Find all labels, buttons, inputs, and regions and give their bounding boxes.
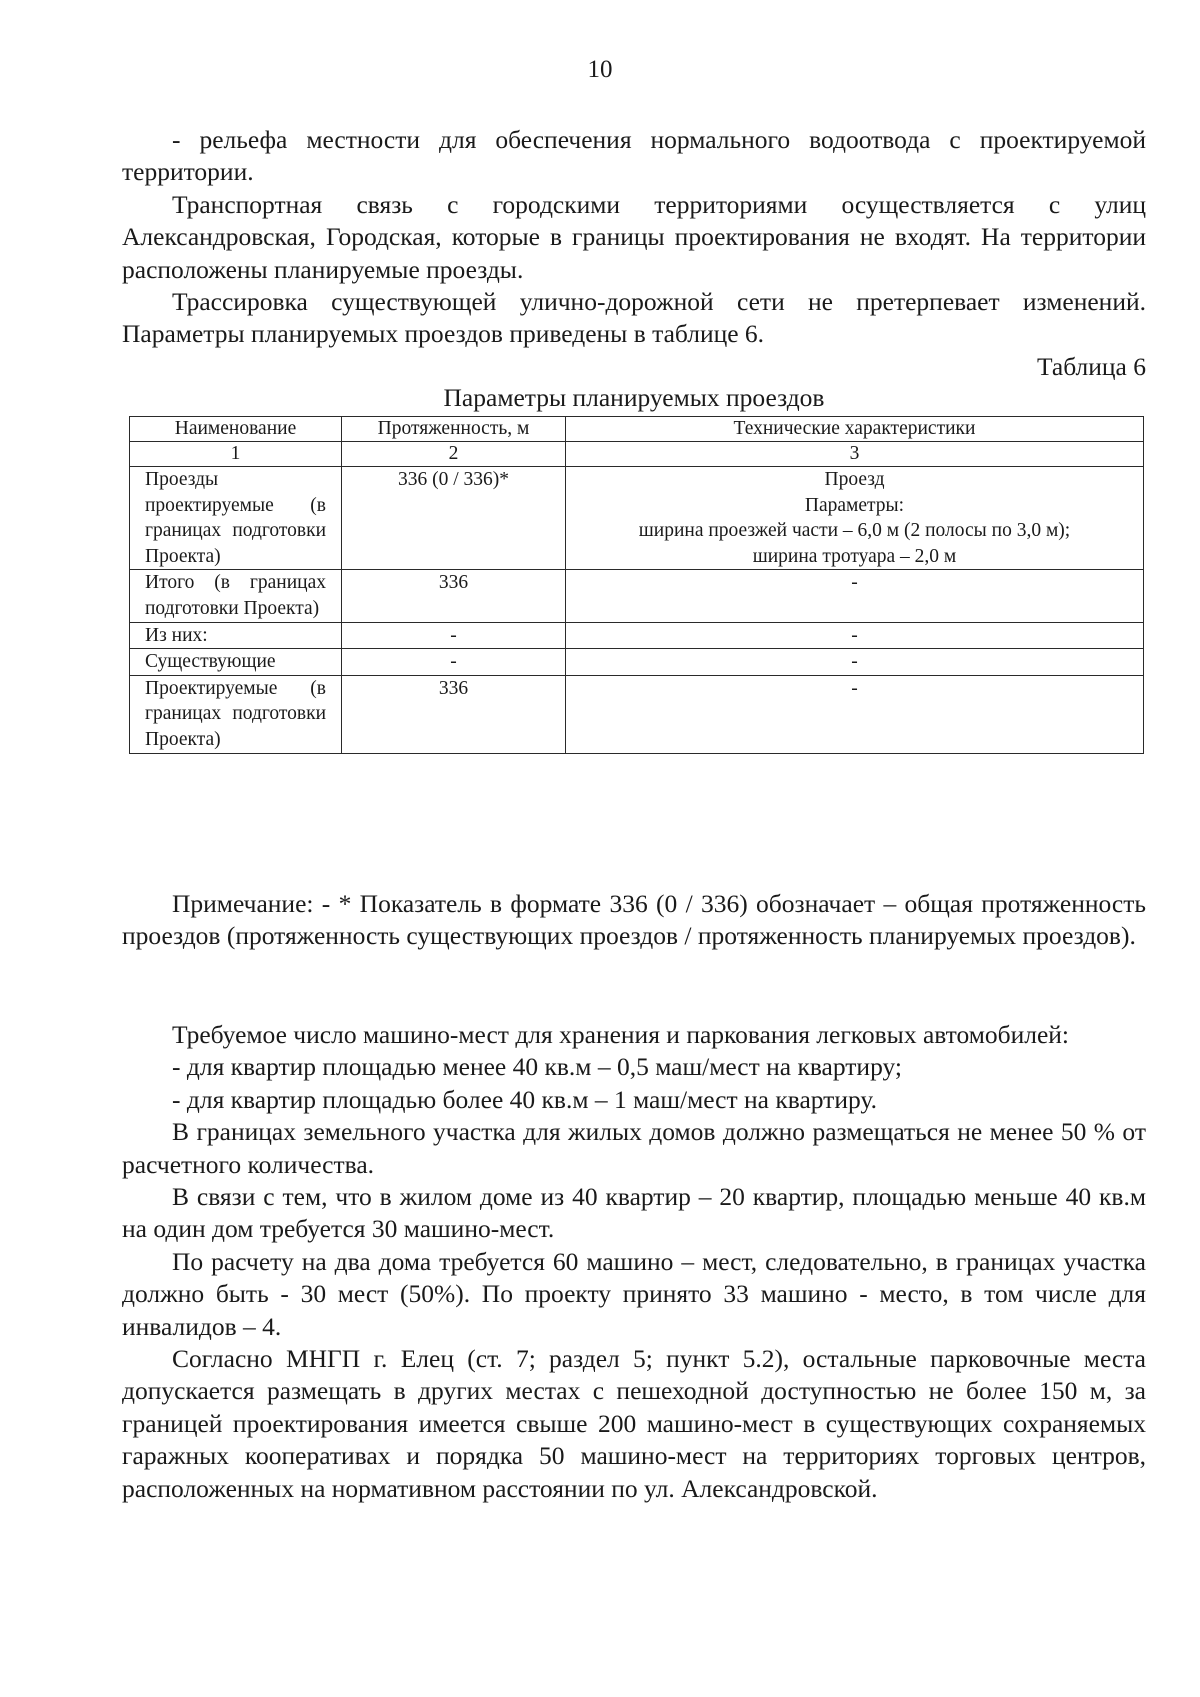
row-name: Проектируемые (в границах подготовки Проекта) (130, 675, 342, 753)
paragraph-relief: - рельефа местности для обеспечения нормального водоотвода с проектируемой территории. (122, 125, 1146, 187)
row-name: Из них: (130, 622, 342, 649)
row-length: - (342, 622, 566, 649)
row-tech: - (566, 622, 1144, 649)
table-title: Параметры планируемых проездов (443, 383, 825, 413)
intro-section (122, 124, 1146, 413)
paragraph-land-plot: В границах земельного участка для жилых домов должно размещаться не менее 50 % от расчетного количества. (122, 1117, 1146, 1179)
tech-line: ширина тротуара – 2,0 м (752, 545, 957, 567)
parameters-table (129, 416, 1144, 754)
page-number: 10 (587, 56, 613, 83)
header-length: Протяженность, м (342, 417, 566, 442)
paragraph-large-apartments: - для квартир площадью более 40 кв.м – 1 маш/мест на квартиру. (172, 1084, 877, 1114)
tech-line: Проезд (824, 469, 885, 490)
row-length: 336 (342, 570, 566, 622)
row-tech: - (566, 570, 1144, 622)
header-name: Наименование (130, 417, 342, 442)
row-name: Итого (в границах подготовки Проекта) (130, 570, 342, 622)
table-row (130, 649, 1144, 676)
table-row (130, 675, 1144, 753)
paragraph-apartments-count: В связи с тем, что в жилом доме из 40 квартир – 20 квартир, площадью меньше 40 кв.м на один дом требуется 30 машино-мест. (122, 1182, 1146, 1244)
table-row (130, 570, 1144, 622)
paragraph-parking-requirement: Требуемое число машино-мест для хранения и паркования легковых автомобилей: (172, 1020, 1070, 1049)
row-length: 336 (0 / 336)* (342, 467, 566, 570)
tech-line: Параметры: (804, 494, 905, 516)
paragraph-transport: Транспортная связь с городскими территориями осуществляется с улиц Александровская, Городская, которые в границы проектирования не входят. На территории расположены планируемые проезды. (122, 189, 1146, 284)
table-label: Таблица 6 (1036, 351, 1146, 381)
note-section (122, 888, 1146, 953)
table-row (130, 622, 1144, 649)
table-row (130, 467, 1144, 570)
row-tech: - (566, 675, 1144, 753)
row-tech: - (566, 649, 1144, 676)
paragraph-mngp: Согласно МНГП г. Елец (ст. 7; раздел 5; пункт 5.2), остальные парковочные места допускается размещать в других местах с пешеходной доступностью не более 150 м, за границей проектирования имеется свыше 200 машино-мест в существующих сохраняемых гаражных кооперативах и порядка 50 машино-мест на территориях торговых центров, расположенных на нормативном расстоянии по ул. Александровской. (122, 1344, 1146, 1503)
tech-line: ширина проезжей части – 6,0 м (2 полосы по 3,0 м); (638, 520, 1071, 542)
row-name: Существующие (130, 649, 342, 676)
row-name: Проезды проектируемые (в границах подготовки Проекта) (130, 467, 342, 570)
row-tech (566, 467, 1144, 570)
table-column-numbers-row (130, 442, 1144, 467)
parking-section (122, 1019, 1146, 1505)
header-tech: Технические характеристики (566, 417, 1144, 442)
column-number: 1 (130, 442, 342, 467)
table-header-row (130, 417, 1144, 442)
column-number: 3 (566, 442, 1144, 467)
paragraph-small-apartments: - для квартир площадью менее 40 кв.м – 0,5 маш/мест на квартиру; (172, 1052, 902, 1082)
paragraph-routing: Трассировка существующей улично-дорожной сети не претерпевает изменений. Параметры планируемых проездов приведены в таблице 6. (122, 287, 1146, 349)
column-number: 2 (342, 442, 566, 467)
paragraph-calculation: По расчету на два дома требуется 60 машино – мест, следовательно, в границах участка должно быть - 30 мест (50%). По проекту принято 33 машино - место, в том числе для инвалидов – 4. (122, 1246, 1146, 1341)
row-length: - (342, 649, 566, 676)
row-length: 336 (342, 675, 566, 753)
table-note: Примечание: - * Показатель в формате 336 (0 / 336) обозначает – общая протяженность проездов (протяженность существующих проездов / протяженность планируемых проездов). (122, 889, 1146, 951)
